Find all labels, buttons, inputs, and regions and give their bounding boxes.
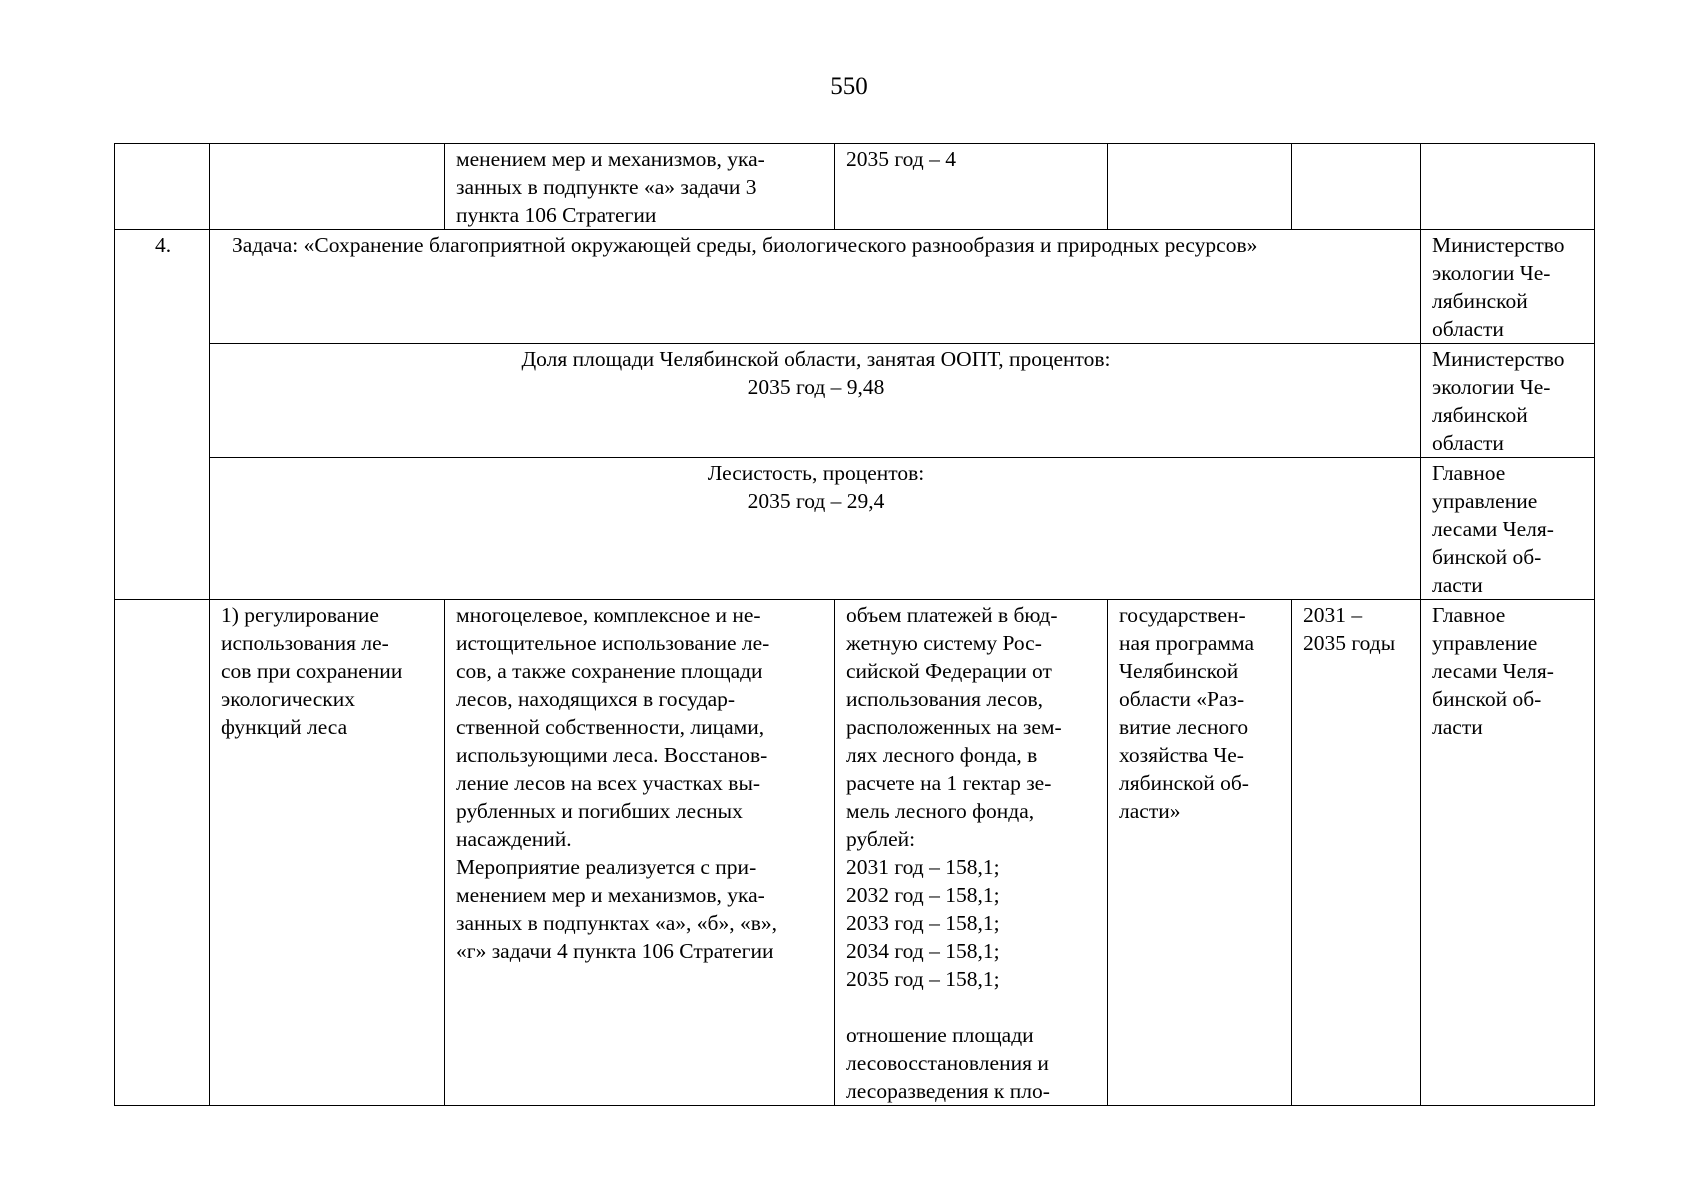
text-line: лесами Челя- [1432,659,1554,683]
cell-target-oopt [210,344,1421,458]
text-line: управление [1432,631,1538,655]
text-line: Мероприятие реализуется с при- [456,855,757,879]
text-line: расчете на 1 гектар зе- [846,771,1052,795]
text-line: 2035 год – 4 [846,147,956,171]
cell-responsible [1421,458,1595,600]
indicator-value: 2035 год – 158,1; [846,967,1000,991]
text-line: области [1432,431,1504,455]
text-line: рублей: [846,827,916,851]
measures-table [114,143,1595,1106]
text-line: менением мер и механизмов, ука- [456,883,765,907]
text-line: сийской Федерации от [846,659,1052,683]
text-line: экологии Че- [1432,261,1551,285]
table-row [115,600,1595,1106]
blank-line [846,993,1098,1021]
text-line: управление [1432,489,1538,513]
text-line: ление лесов на всех участках вы- [456,771,761,795]
cell-program [1108,600,1292,1106]
cell-indicator [835,144,1108,230]
indicator-value: 2033 год – 158,1; [846,911,1000,935]
text-line: витие лесного [1119,715,1249,739]
indicator-value: 2031 год – 158,1; [846,855,1000,879]
text-line: ная программа [1119,631,1255,655]
cell-responsible [1421,600,1595,1106]
text-line: лябинской об- [1119,771,1249,795]
text-line: государствен- [1119,603,1246,627]
text-line: использования лесов, [846,687,1043,711]
text-line: области «Раз- [1119,687,1245,711]
text-line: ласти» [1119,799,1181,823]
text-line: многоцелевое, комплексное и не- [456,603,761,627]
text-line: использующими леса. Восстанов- [456,743,768,767]
text-line: пункта 106 Стратегии [456,203,657,227]
text-line: 2035 годы [1303,631,1396,655]
cell-responsible [1421,344,1595,458]
text-line: ласти [1432,715,1483,739]
text-line: Челябинской [1119,659,1239,683]
cell-indicator [835,600,1108,1106]
text-line: хозяйства Че- [1119,743,1244,767]
table-row [115,230,1595,344]
text-line: рубленных и погибших лесных [456,799,743,823]
indicator-value: 2032 год – 158,1; [846,883,1000,907]
text-line: лябинской [1432,403,1528,427]
text-line: «г» задачи 4 пункта 106 Стратегии [456,939,774,963]
text-line: экологии Че- [1432,375,1551,399]
text-line: 1) регулирование [221,603,379,627]
text-line: Лесистость, процентов: [707,461,925,485]
indicator-value: 2034 год – 158,1; [846,939,1000,963]
text-line: ласти [1432,573,1483,597]
text-line: бинской об- [1432,545,1542,569]
cell-program [1108,144,1292,230]
text-line: области [1432,317,1504,341]
text-line: занных в подпунктах «а», «б», «в», [456,911,777,935]
text-line: 2035 год – 9,48 [747,375,885,399]
table-row [115,458,1595,600]
cell-responsible [1421,230,1595,344]
text-line: объем платежей в бюд- [846,603,1058,627]
text-line: ственной собственности, лицами, [456,715,765,739]
text-line: Главное [1432,603,1506,627]
text-line: Министерство [1432,347,1565,371]
cell-number [115,144,210,230]
table-row [115,344,1595,458]
text-line: 2031 – [1303,603,1363,627]
text-line: лесоразведения к пло- [846,1079,1050,1103]
text-line: бинской об- [1432,687,1542,711]
text-line: жетную систему Рос- [846,631,1042,655]
text-line: сов, а также сохранение площади [456,659,763,683]
text-line: отношение площади [846,1023,1034,1047]
text-line: использования ле- [221,631,389,655]
table-row [115,144,1595,230]
cell-task-text: Задача: «Сохранение благоприятной окружающей среды, биологического разнообразия и природных ресурсов» [210,230,1421,344]
cell-description [445,144,835,230]
text-line: расположенных на зем- [846,715,1062,739]
text-line: мель лесного фонда, [846,799,1035,823]
text-line: лесами Челя- [1432,517,1554,541]
cell-period [1292,600,1421,1106]
cell-responsible [1421,144,1595,230]
text-line: занных в подпункте «а» задачи 3 [456,175,757,199]
text-line: лесов, находящихся в государ- [456,687,736,711]
text-line: функций леса [221,715,348,739]
cell-description [445,600,835,1106]
cell-number [115,600,210,1106]
text-line: лябинской [1432,289,1528,313]
text-line: насаждений. [456,827,572,851]
cell-period [1292,144,1421,230]
text-line: менением мер и механизмов, ука- [456,147,765,171]
cell-target-forest [210,458,1421,600]
text-line: лесовосстановления и [846,1051,1049,1075]
text-line: Главное [1432,461,1506,485]
cell-name [210,600,445,1106]
cell-task-number: 4. [115,230,210,600]
text-line: экологических [221,687,355,711]
page-number: 550 [830,73,868,100]
text-line: 2035 год – 29,4 [747,489,885,513]
text-line: Доля площади Челябинской области, занятая ООПТ, процентов: [521,347,1111,371]
text-line: истощительное использование ле- [456,631,770,655]
text-line: сов при сохранении [221,659,403,683]
cell-name [210,144,445,230]
text-line: лях лесного фонда, в [846,743,1038,767]
text-line: Министерство [1432,233,1565,257]
